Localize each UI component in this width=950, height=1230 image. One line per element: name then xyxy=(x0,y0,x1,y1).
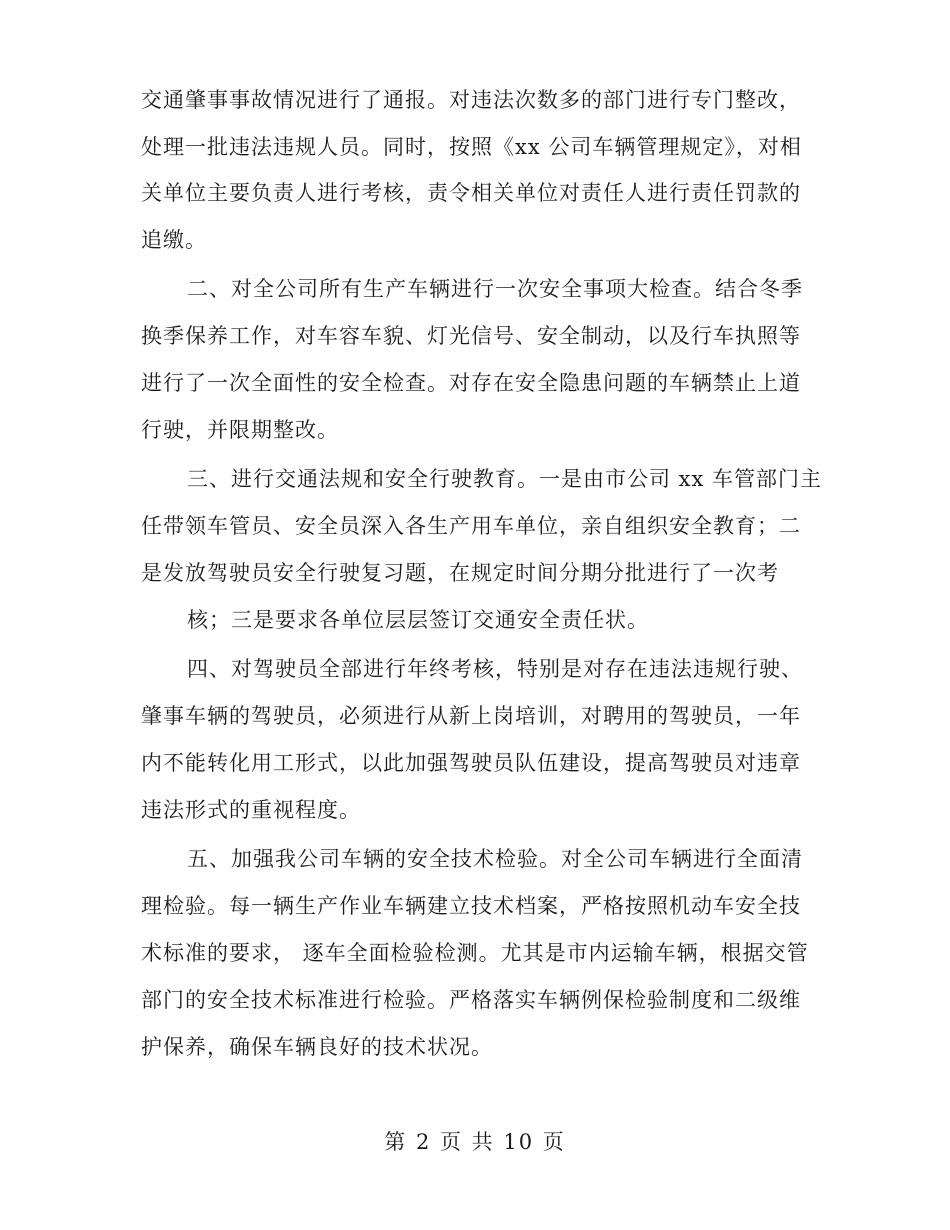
text-line: 交通肇事事故情况进行了通报。对违法次数多的部门进行专门整改， xyxy=(141,88,801,112)
text-line: 换季保养工作，对车容车貌、灯光信号、安全制动，以及行车执照等 xyxy=(141,324,801,348)
text-line: 部门的安全技术标准进行检验。严格落实车辆例保检验制度和二级维 xyxy=(141,988,801,1012)
page-footer: 第 2 页 共 10 页 xyxy=(384,1130,566,1154)
text-line: 违法形式的重视程度。 xyxy=(141,798,361,822)
text-line: 进行了一次全面性的安全检查。对存在安全隐患问题的车辆禁止上道 xyxy=(141,371,801,395)
text-line: 核；三是要求各单位层层签订交通安全责任状。 xyxy=(187,608,649,632)
text-line: 术标准的要求， 逐车全面检验检测。尤其是市内运输车辆，根据交管 xyxy=(141,941,809,965)
paragraph-4-start: 四、对驾驶员全部进行年终考核，特别是对存在违法违规行驶、 xyxy=(187,657,803,681)
text-line: 肇事车辆的驾驶员，必须进行从新上岗培训，对聘用的驾驶员，一年 xyxy=(141,704,801,728)
paragraph-3-start: 三、进行交通法规和安全行驶教育。一是由市公司 xx 车管部门主 xyxy=(187,467,823,491)
paragraph-5-start: 五、加强我公司车辆的安全技术检验。对全公司车辆进行全面清 xyxy=(187,847,803,871)
paragraph-2-start: 二、对全公司所有生产车辆进行一次安全事项大检查。结合冬季 xyxy=(187,277,803,301)
text-line: 行驶，并限期整改。 xyxy=(141,418,339,442)
text-line: 处理一批违法违规人员。同时，按照《xx 公司车辆管理规定》，对相 xyxy=(141,135,802,159)
text-line: 追缴。 xyxy=(141,228,207,252)
text-line: 理检验。每一辆生产作业车辆建立技术档案，严格按照机动车安全技 xyxy=(141,894,801,918)
text-line: 关单位主要负责人进行考核，责令相关单位对责任人进行责任罚款的 xyxy=(141,181,801,205)
text-line: 是发放驾驶员安全行驶复习题，在规定时间分期分批进行了一次考 xyxy=(141,561,779,585)
text-line: 任带领车管员、安全员深入各生产用车单位，亲自组织安全教育；二 xyxy=(141,514,801,538)
text-line: 内不能转化用工形式，以此加强驾驶员队伍建设，提高驾驶员对违章 xyxy=(141,751,801,775)
text-line: 护保养，确保车辆良好的技术状况。 xyxy=(141,1035,493,1059)
